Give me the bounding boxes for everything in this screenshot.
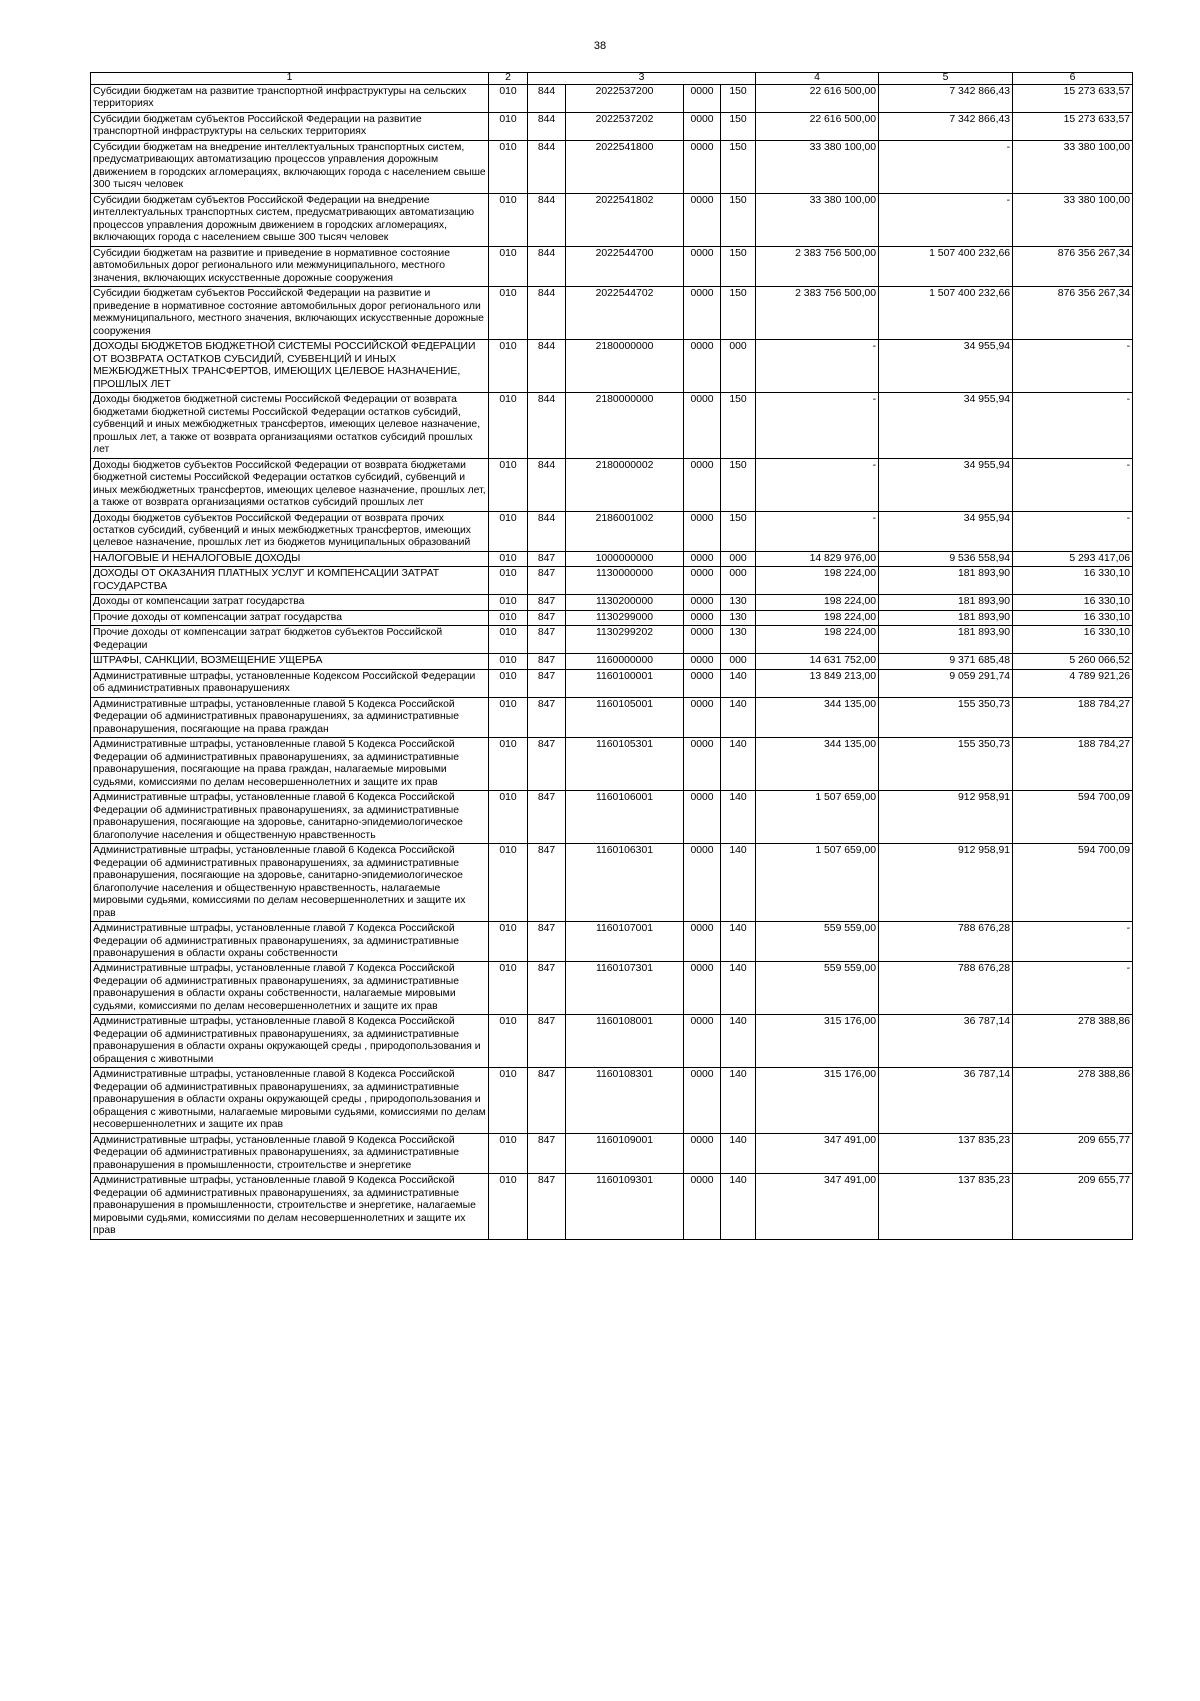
chapter-code-cell: 844 — [528, 140, 566, 193]
chapter-code-cell: 847 — [528, 669, 566, 697]
remaining-amount-cell: - — [1013, 962, 1133, 1015]
header-col-1: 1 — [91, 73, 489, 85]
executed-amount-cell: 155 350,73 — [879, 738, 1013, 791]
program-code-cell: 0000 — [684, 340, 721, 393]
table-row — [91, 112, 1133, 140]
executed-amount-cell: 155 350,73 — [879, 697, 1013, 737]
kosgu-code-cell: 140 — [721, 697, 756, 737]
remaining-amount-cell: 209 655,77 — [1013, 1174, 1133, 1239]
executed-amount-cell: 137 835,23 — [879, 1133, 1013, 1173]
approved-amount-cell: 22 616 500,00 — [756, 112, 879, 140]
remaining-amount-cell: 278 388,86 — [1013, 1068, 1133, 1133]
table-row — [91, 595, 1133, 610]
remaining-amount-cell: - — [1013, 511, 1133, 551]
header-col-4: 4 — [756, 73, 879, 85]
table-row — [91, 511, 1133, 551]
kbk-code-cell: 2022537202 — [566, 112, 684, 140]
kbk-code-cell: 2022544702 — [566, 287, 684, 340]
chapter-code-cell: 844 — [528, 287, 566, 340]
executed-amount-cell: 36 787,14 — [879, 1015, 1013, 1068]
admin-code-cell: 010 — [489, 791, 528, 844]
kbk-code-cell: 1160107001 — [566, 922, 684, 962]
kosgu-code-cell: 150 — [721, 393, 756, 458]
chapter-code-cell: 844 — [528, 85, 566, 113]
admin-code-cell: 010 — [489, 340, 528, 393]
program-code-cell: 0000 — [684, 567, 721, 595]
approved-amount-cell: 198 224,00 — [756, 567, 879, 595]
table-row — [91, 654, 1133, 669]
description-cell: Субсидии бюджетам субъектов Российской Федерации на развитие транспортной инфраструктуры на сельских территориях — [91, 112, 489, 140]
remaining-amount-cell: 15 273 633,57 — [1013, 85, 1133, 113]
description-cell: Субсидии бюджетам субъектов Российской Федерации на внедрение интеллектуальных транспортных систем, предусматривающих автоматизацию процессов управления дорожным движением в городских агломерациях, включающих города с населением свыше 300 тысяч человек — [91, 193, 489, 246]
kosgu-code-cell: 150 — [721, 287, 756, 340]
admin-code-cell: 010 — [489, 551, 528, 566]
header-col-2: 2 — [489, 73, 528, 85]
executed-amount-cell: 181 893,90 — [879, 626, 1013, 654]
approved-amount-cell: 198 224,00 — [756, 626, 879, 654]
executed-amount-cell: 912 958,91 — [879, 791, 1013, 844]
remaining-amount-cell: 16 330,10 — [1013, 626, 1133, 654]
executed-amount-cell: 34 955,94 — [879, 393, 1013, 458]
kosgu-code-cell: 000 — [721, 340, 756, 393]
description-cell: Доходы от компенсации затрат государства — [91, 595, 489, 610]
description-cell: Административные штрафы, установленные главой 6 Кодекса Российской Федерации об административных правонарушениях, за административные правонарушения, посягающие на здоровье, санитарно-эпидемиологическое благополучие населения и общественную нравственность, налагаемые мировыми судьями, комиссиями по делам несовершеннолетних и защите их прав — [91, 844, 489, 922]
executed-amount-cell: 137 835,23 — [879, 1174, 1013, 1239]
description-cell: Субсидии бюджетам субъектов Российской Федерации на развитие и приведение в нормативное состояние автомобильных дорог регионального или межмуниципального, местного значения, включающих искусственные дорожные сооружения — [91, 287, 489, 340]
chapter-code-cell: 847 — [528, 1015, 566, 1068]
admin-code-cell: 010 — [489, 654, 528, 669]
header-col-6: 6 — [1013, 73, 1133, 85]
chapter-code-cell: 847 — [528, 654, 566, 669]
admin-code-cell: 010 — [489, 697, 528, 737]
kosgu-code-cell: 140 — [721, 1133, 756, 1173]
report-table — [90, 72, 1133, 1240]
remaining-amount-cell: 594 700,09 — [1013, 791, 1133, 844]
admin-code-cell: 010 — [489, 610, 528, 625]
description-cell: Доходы бюджетов бюджетной системы Российской Федерации от возврата бюджетами бюджетной системы Российской Федерации остатков субсидий, субвенций и иных межбюджетных трансфертов, имеющих целевое назначение, прошлых лет, а также от возврата организациями остатков субсидий прошлых лет — [91, 393, 489, 458]
table-body — [91, 85, 1133, 1240]
kosgu-code-cell: 150 — [721, 85, 756, 113]
remaining-amount-cell: 278 388,86 — [1013, 1015, 1133, 1068]
description-cell: НАЛОГОВЫЕ И НЕНАЛОГОВЫЕ ДОХОДЫ — [91, 551, 489, 566]
kosgu-code-cell: 140 — [721, 962, 756, 1015]
chapter-code-cell: 847 — [528, 791, 566, 844]
executed-amount-cell: 36 787,14 — [879, 1068, 1013, 1133]
kosgu-code-cell: 150 — [721, 112, 756, 140]
program-code-cell: 0000 — [684, 246, 721, 286]
program-code-cell: 0000 — [684, 193, 721, 246]
chapter-code-cell: 847 — [528, 1133, 566, 1173]
program-code-cell: 0000 — [684, 511, 721, 551]
program-code-cell: 0000 — [684, 85, 721, 113]
kosgu-code-cell: 150 — [721, 458, 756, 511]
kbk-code-cell: 1160107301 — [566, 962, 684, 1015]
chapter-code-cell: 847 — [528, 962, 566, 1015]
table-row — [91, 669, 1133, 697]
program-code-cell: 0000 — [684, 112, 721, 140]
approved-amount-cell: 33 380 100,00 — [756, 193, 879, 246]
program-code-cell: 0000 — [684, 393, 721, 458]
admin-code-cell: 010 — [489, 393, 528, 458]
admin-code-cell: 010 — [489, 1015, 528, 1068]
remaining-amount-cell: 876 356 267,34 — [1013, 246, 1133, 286]
program-code-cell: 0000 — [684, 610, 721, 625]
chapter-code-cell: 844 — [528, 393, 566, 458]
chapter-code-cell: 844 — [528, 340, 566, 393]
program-code-cell: 0000 — [684, 287, 721, 340]
description-cell: Субсидии бюджетам на внедрение интеллектуальных транспортных систем, предусматривающих автоматизацию процессов управления дорожным движением в городских агломерациях, включающих города с населением свыше 300 тысяч человек — [91, 140, 489, 193]
header-col-5: 5 — [879, 73, 1013, 85]
table-row — [91, 1133, 1133, 1173]
kosgu-code-cell: 000 — [721, 654, 756, 669]
kbk-code-cell: 1160106001 — [566, 791, 684, 844]
approved-amount-cell: - — [756, 458, 879, 511]
description-cell: Административные штрафы, установленные главой 7 Кодекса Российской Федерации об административных правонарушениях, за административные правонарушения в области охраны собственности — [91, 922, 489, 962]
program-code-cell: 0000 — [684, 922, 721, 962]
kosgu-code-cell: 140 — [721, 1015, 756, 1068]
description-cell: Административные штрафы, установленные главой 5 Кодекса Российской Федерации об административных правонарушениях, за административные правонарушения, посягающие на права граждан, налагаемые мировыми судьями, комиссиями по делам несовершеннолетних и защите их прав — [91, 738, 489, 791]
table-row — [91, 140, 1133, 193]
table-row — [91, 610, 1133, 625]
kosgu-code-cell: 150 — [721, 511, 756, 551]
executed-amount-cell: 788 676,28 — [879, 962, 1013, 1015]
kosgu-code-cell: 140 — [721, 922, 756, 962]
program-code-cell: 0000 — [684, 551, 721, 566]
kosgu-code-cell: 000 — [721, 551, 756, 566]
approved-amount-cell: 559 559,00 — [756, 962, 879, 1015]
description-cell: Административные штрафы, установленные главой 8 Кодекса Российской Федерации об административных правонарушениях, за административные правонарушения в области охраны окружающей среды , природопользования и обращения с животными, налагаемые мировыми судьями, комиссиями по делам несовершеннолетних и защите их прав — [91, 1068, 489, 1133]
approved-amount-cell: - — [756, 511, 879, 551]
kbk-code-cell: 1000000000 — [566, 551, 684, 566]
table-row — [91, 393, 1133, 458]
remaining-amount-cell: - — [1013, 340, 1133, 393]
program-code-cell: 0000 — [684, 458, 721, 511]
executed-amount-cell: 788 676,28 — [879, 922, 1013, 962]
executed-amount-cell: 181 893,90 — [879, 610, 1013, 625]
header-col-3: 3 — [528, 73, 756, 85]
description-cell: Административные штрафы, установленные главой 7 Кодекса Российской Федерации об административных правонарушениях, за административные правонарушения в области охраны собственности, налагаемые мировыми судьями, комиссиями по делам несовершеннолетних и защите их прав — [91, 962, 489, 1015]
executed-amount-cell: 9 536 558,94 — [879, 551, 1013, 566]
chapter-code-cell: 847 — [528, 595, 566, 610]
table-row — [91, 287, 1133, 340]
remaining-amount-cell: 876 356 267,34 — [1013, 287, 1133, 340]
table-row — [91, 962, 1133, 1015]
kbk-code-cell: 1160108001 — [566, 1015, 684, 1068]
chapter-code-cell: 847 — [528, 738, 566, 791]
remaining-amount-cell: 594 700,09 — [1013, 844, 1133, 922]
description-cell: Административные штрафы, установленные главой 5 Кодекса Российской Федерации об административных правонарушениях, за административные правонарушения, посягающие на права граждан — [91, 697, 489, 737]
admin-code-cell: 010 — [489, 112, 528, 140]
remaining-amount-cell: - — [1013, 393, 1133, 458]
executed-amount-cell: - — [879, 140, 1013, 193]
chapter-code-cell: 847 — [528, 922, 566, 962]
chapter-code-cell: 847 — [528, 610, 566, 625]
executed-amount-cell: 7 342 866,43 — [879, 112, 1013, 140]
chapter-code-cell: 847 — [528, 626, 566, 654]
admin-code-cell: 010 — [489, 458, 528, 511]
executed-amount-cell: 34 955,94 — [879, 458, 1013, 511]
kbk-code-cell: 2180000000 — [566, 393, 684, 458]
table-row — [91, 458, 1133, 511]
program-code-cell: 0000 — [684, 962, 721, 1015]
table-row — [91, 340, 1133, 393]
page-number: 38 — [593, 40, 607, 52]
executed-amount-cell: 34 955,94 — [879, 511, 1013, 551]
remaining-amount-cell: 188 784,27 — [1013, 738, 1133, 791]
kbk-code-cell: 2022541802 — [566, 193, 684, 246]
executed-amount-cell: 34 955,94 — [879, 340, 1013, 393]
executed-amount-cell: 912 958,91 — [879, 844, 1013, 922]
program-code-cell: 0000 — [684, 595, 721, 610]
description-cell: ДОХОДЫ ОТ ОКАЗАНИЯ ПЛАТНЫХ УСЛУГ И КОМПЕНСАЦИИ ЗАТРАТ ГОСУДАРСТВА — [91, 567, 489, 595]
executed-amount-cell: 1 507 400 232,66 — [879, 287, 1013, 340]
table-row — [91, 1015, 1133, 1068]
program-code-cell: 0000 — [684, 1015, 721, 1068]
kbk-code-cell: 2022541800 — [566, 140, 684, 193]
admin-code-cell: 010 — [489, 193, 528, 246]
table-header-row — [91, 73, 1133, 85]
remaining-amount-cell: 33 380 100,00 — [1013, 140, 1133, 193]
admin-code-cell: 010 — [489, 669, 528, 697]
remaining-amount-cell: 188 784,27 — [1013, 697, 1133, 737]
approved-amount-cell: 2 383 756 500,00 — [756, 287, 879, 340]
executed-amount-cell: - — [879, 193, 1013, 246]
admin-code-cell: 010 — [489, 1133, 528, 1173]
program-code-cell: 0000 — [684, 844, 721, 922]
chapter-code-cell: 844 — [528, 193, 566, 246]
approved-amount-cell: 13 849 213,00 — [756, 669, 879, 697]
description-cell: Административные штрафы, установленные главой 9 Кодекса Российской Федерации об административных правонарушениях, за административные правонарушения в промышленности, строительстве и энергетике — [91, 1133, 489, 1173]
approved-amount-cell: 315 176,00 — [756, 1068, 879, 1133]
remaining-amount-cell: 209 655,77 — [1013, 1133, 1133, 1173]
admin-code-cell: 010 — [489, 511, 528, 551]
admin-code-cell: 010 — [489, 1068, 528, 1133]
approved-amount-cell: - — [756, 340, 879, 393]
table-row — [91, 551, 1133, 566]
program-code-cell: 0000 — [684, 738, 721, 791]
program-code-cell: 0000 — [684, 1133, 721, 1173]
executed-amount-cell: 7 342 866,43 — [879, 85, 1013, 113]
chapter-code-cell: 847 — [528, 1174, 566, 1239]
remaining-amount-cell: 16 330,10 — [1013, 610, 1133, 625]
kbk-code-cell: 2022544700 — [566, 246, 684, 286]
kosgu-code-cell: 130 — [721, 610, 756, 625]
kosgu-code-cell: 140 — [721, 669, 756, 697]
kosgu-code-cell: 150 — [721, 246, 756, 286]
remaining-amount-cell: 5 260 066,52 — [1013, 654, 1133, 669]
remaining-amount-cell: 16 330,10 — [1013, 567, 1133, 595]
executed-amount-cell: 181 893,90 — [879, 595, 1013, 610]
admin-code-cell: 010 — [489, 595, 528, 610]
table-row — [91, 738, 1133, 791]
description-cell: Административные штрафы, установленные главой 6 Кодекса Российской Федерации об административных правонарушениях, за административные правонарушения, посягающие на здоровье, санитарно-эпидемиологическое благополучие населения и общественную нравственность — [91, 791, 489, 844]
remaining-amount-cell: - — [1013, 922, 1133, 962]
description-cell: ДОХОДЫ БЮДЖЕТОВ БЮДЖЕТНОЙ СИСТЕМЫ РОССИЙСКОЙ ФЕДЕРАЦИИ ОТ ВОЗВРАТА ОСТАТКОВ СУБСИДИЙ, СУБВЕНЦИЙ И ИНЫХ МЕЖБЮДЖЕТНЫХ ТРАНСФЕРТОВ, ИМЕЮЩИХ ЦЕЛЕВОЕ НАЗНАЧЕНИЕ, ПРОШЛЫХ ЛЕТ — [91, 340, 489, 393]
kosgu-code-cell: 140 — [721, 738, 756, 791]
admin-code-cell: 010 — [489, 962, 528, 1015]
kosgu-code-cell: 140 — [721, 844, 756, 922]
table-row — [91, 922, 1133, 962]
approved-amount-cell: 198 224,00 — [756, 610, 879, 625]
program-code-cell: 0000 — [684, 697, 721, 737]
table-row — [91, 1174, 1133, 1239]
remaining-amount-cell: 33 380 100,00 — [1013, 193, 1133, 246]
admin-code-cell: 010 — [489, 567, 528, 595]
description-cell: Субсидии бюджетам на развитие транспортной инфраструктуры на сельских территориях — [91, 85, 489, 113]
kosgu-code-cell: 140 — [721, 1068, 756, 1133]
description-cell: Административные штрафы, установленные главой 9 Кодекса Российской Федерации об административных правонарушениях, за административные правонарушения в промышленности, строительстве и энергетике, налагаемые мировыми судьями, комиссиями по делам несовершеннолетних и защите их прав — [91, 1174, 489, 1239]
admin-code-cell: 010 — [489, 738, 528, 791]
description-cell: ШТРАФЫ, САНКЦИИ, ВОЗМЕЩЕНИЕ УЩЕРБА — [91, 654, 489, 669]
admin-code-cell: 010 — [489, 922, 528, 962]
executed-amount-cell: 1 507 400 232,66 — [879, 246, 1013, 286]
remaining-amount-cell: - — [1013, 458, 1133, 511]
kosgu-code-cell: 130 — [721, 595, 756, 610]
approved-amount-cell: 2 383 756 500,00 — [756, 246, 879, 286]
kbk-code-cell: 1160105301 — [566, 738, 684, 791]
description-cell: Административные штрафы, установленные Кодексом Российской Федерации об административных правонарушениях — [91, 669, 489, 697]
approved-amount-cell: 347 491,00 — [756, 1133, 879, 1173]
description-cell: Субсидии бюджетам на развитие и приведение в нормативное состояние автомобильных дорог регионального или межмуниципального, местного значения, включающих искусственные дорожные сооружения — [91, 246, 489, 286]
approved-amount-cell: 14 631 752,00 — [756, 654, 879, 669]
chapter-code-cell: 847 — [528, 1068, 566, 1133]
approved-amount-cell: 22 616 500,00 — [756, 85, 879, 113]
kbk-code-cell: 2180000002 — [566, 458, 684, 511]
admin-code-cell: 010 — [489, 626, 528, 654]
approved-amount-cell: 315 176,00 — [756, 1015, 879, 1068]
admin-code-cell: 010 — [489, 1174, 528, 1239]
program-code-cell: 0000 — [684, 669, 721, 697]
kbk-code-cell: 1160105001 — [566, 697, 684, 737]
kosgu-code-cell: 140 — [721, 791, 756, 844]
admin-code-cell: 010 — [489, 287, 528, 340]
kbk-code-cell: 1160109001 — [566, 1133, 684, 1173]
kbk-code-cell: 2022537200 — [566, 85, 684, 113]
description-cell: Доходы бюджетов субъектов Российской Федерации от возврата бюджетами бюджетной системы Российской Федерации остатков субсидий, субвенций и иных межбюджетных трансфертов, имеющих целевое назначение, прошлых лет, а также от возврата организациями остатков субсидий прошлых лет — [91, 458, 489, 511]
admin-code-cell: 010 — [489, 140, 528, 193]
kosgu-code-cell: 150 — [721, 193, 756, 246]
approved-amount-cell: 1 507 659,00 — [756, 791, 879, 844]
chapter-code-cell: 844 — [528, 458, 566, 511]
table-row — [91, 193, 1133, 246]
admin-code-cell: 010 — [489, 844, 528, 922]
chapter-code-cell: 847 — [528, 844, 566, 922]
approved-amount-cell: 344 135,00 — [756, 697, 879, 737]
kosgu-code-cell: 000 — [721, 567, 756, 595]
chapter-code-cell: 847 — [528, 567, 566, 595]
table-row — [91, 697, 1133, 737]
kbk-code-cell: 1160100001 — [566, 669, 684, 697]
program-code-cell: 0000 — [684, 791, 721, 844]
table-row — [91, 791, 1133, 844]
table-row — [91, 85, 1133, 113]
approved-amount-cell: 33 380 100,00 — [756, 140, 879, 193]
kbk-code-cell: 1160109301 — [566, 1174, 684, 1239]
kbk-code-cell: 2180000000 — [566, 340, 684, 393]
kbk-code-cell: 1160106301 — [566, 844, 684, 922]
kbk-code-cell: 1160000000 — [566, 654, 684, 669]
table-row — [91, 626, 1133, 654]
kosgu-code-cell: 130 — [721, 626, 756, 654]
description-cell: Прочие доходы от компенсации затрат бюджетов субъектов Российской Федерации — [91, 626, 489, 654]
remaining-amount-cell: 4 789 921,26 — [1013, 669, 1133, 697]
admin-code-cell: 010 — [489, 246, 528, 286]
approved-amount-cell: 559 559,00 — [756, 922, 879, 962]
remaining-amount-cell: 16 330,10 — [1013, 595, 1133, 610]
program-code-cell: 0000 — [684, 654, 721, 669]
approved-amount-cell: 347 491,00 — [756, 1174, 879, 1239]
table-row — [91, 844, 1133, 922]
chapter-code-cell: 847 — [528, 551, 566, 566]
program-code-cell: 0000 — [684, 1174, 721, 1239]
chapter-code-cell: 844 — [528, 112, 566, 140]
approved-amount-cell: 344 135,00 — [756, 738, 879, 791]
kbk-code-cell: 1130200000 — [566, 595, 684, 610]
admin-code-cell: 010 — [489, 85, 528, 113]
executed-amount-cell: 9 059 291,74 — [879, 669, 1013, 697]
program-code-cell: 0000 — [684, 1068, 721, 1133]
program-code-cell: 0000 — [684, 140, 721, 193]
program-code-cell: 0000 — [684, 626, 721, 654]
approved-amount-cell: - — [756, 393, 879, 458]
chapter-code-cell: 844 — [528, 246, 566, 286]
chapter-code-cell: 844 — [528, 511, 566, 551]
approved-amount-cell: 1 507 659,00 — [756, 844, 879, 922]
chapter-code-cell: 847 — [528, 697, 566, 737]
description-cell: Административные штрафы, установленные главой 8 Кодекса Российской Федерации об административных правонарушениях, за административные правонарушения в области охраны окружающей среды , природопользования и обращения с животными — [91, 1015, 489, 1068]
kbk-code-cell: 1160108301 — [566, 1068, 684, 1133]
executed-amount-cell: 181 893,90 — [879, 567, 1013, 595]
executed-amount-cell: 9 371 685,48 — [879, 654, 1013, 669]
table-row — [91, 1068, 1133, 1133]
kbk-code-cell: 1130000000 — [566, 567, 684, 595]
kosgu-code-cell: 140 — [721, 1174, 756, 1239]
approved-amount-cell: 14 829 976,00 — [756, 551, 879, 566]
table-row — [91, 246, 1133, 286]
remaining-amount-cell: 5 293 417,06 — [1013, 551, 1133, 566]
description-cell: Прочие доходы от компенсации затрат государства — [91, 610, 489, 625]
kbk-code-cell: 2186001002 — [566, 511, 684, 551]
kbk-code-cell: 1130299000 — [566, 610, 684, 625]
table-row — [91, 567, 1133, 595]
description-cell: Доходы бюджетов субъектов Российской Федерации от возврата прочих остатков субсидий, субвенций и иных межбюджетных трансфертов, имеющих целевое назначение, прошлых лет из бюджетов муниципальных образований — [91, 511, 489, 551]
approved-amount-cell: 198 224,00 — [756, 595, 879, 610]
kbk-code-cell: 1130299202 — [566, 626, 684, 654]
remaining-amount-cell: 15 273 633,57 — [1013, 112, 1133, 140]
kosgu-code-cell: 150 — [721, 140, 756, 193]
